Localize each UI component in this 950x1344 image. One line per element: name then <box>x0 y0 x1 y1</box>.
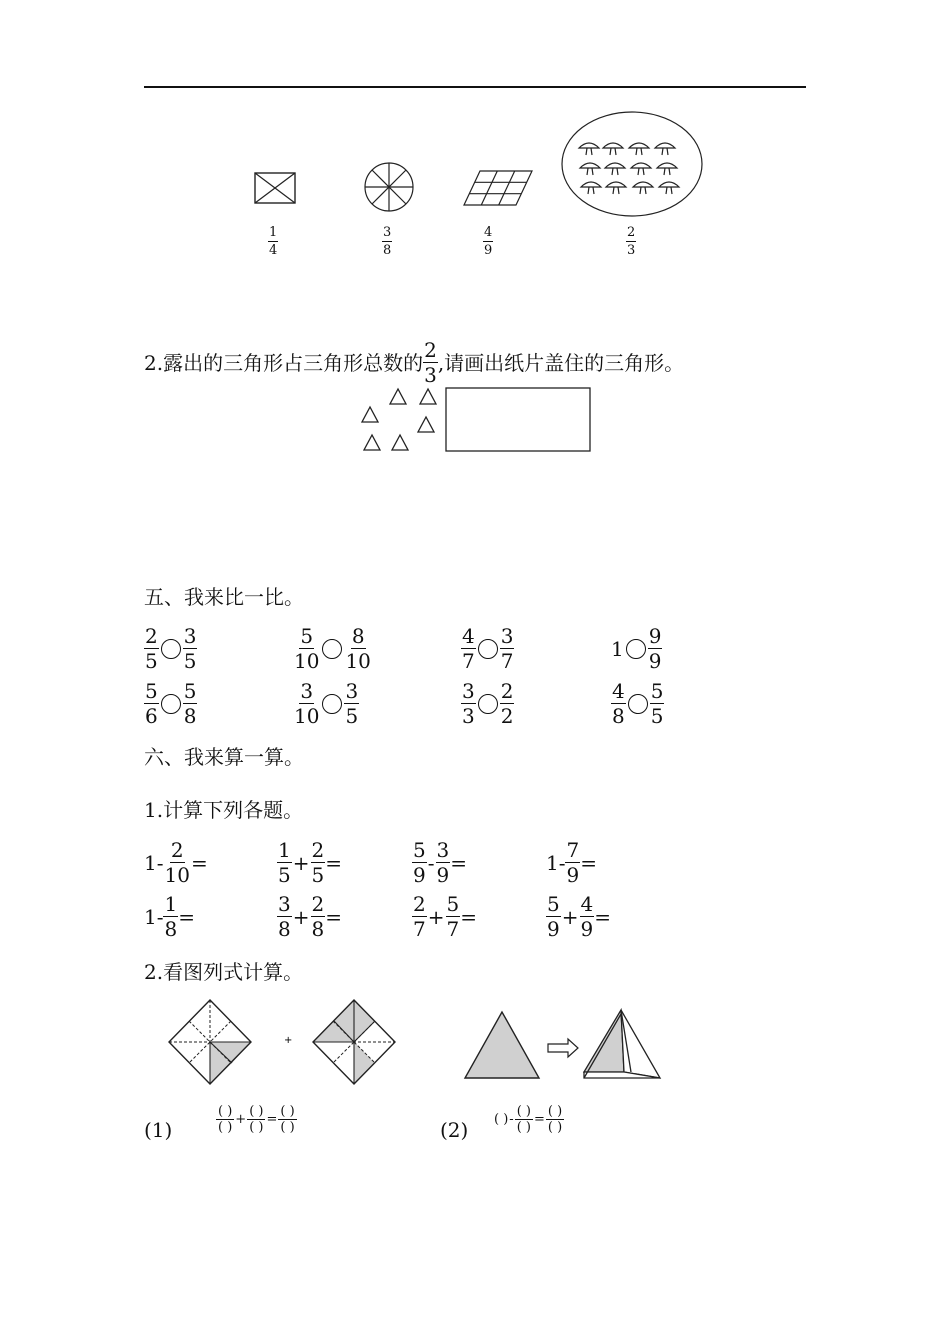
compare-item: $\frac{4}{7}$ $\frac{3}{7}$ <box>462 624 514 673</box>
compare-item: $\frac{2}{5}$ $\frac{3}{5}$ <box>145 624 197 673</box>
compare-item: $\frac{3}{3}$ $\frac{2}{2}$ <box>462 679 514 728</box>
question-2 <box>144 340 684 385</box>
mushroom-icon <box>659 182 679 187</box>
compare-item: $\frac{5}{6}$ $\frac{5}{8}$ <box>145 679 197 728</box>
folded-square-2 <box>313 1000 395 1084</box>
mushroom-ellipse-figure <box>562 112 702 216</box>
calc-item: 1- $\frac{2}{10}$ = <box>144 838 208 887</box>
q2-suffix: ,请画出纸片盖住的三角形。 <box>437 350 685 375</box>
compare-circle[interactable] <box>322 639 342 659</box>
mushroom-icon <box>633 182 653 187</box>
mushroom-icon <box>580 163 600 168</box>
compare-circle[interactable] <box>322 694 342 714</box>
section-6-sub2: 2.看图列式计算。 <box>144 960 304 984</box>
big-triangle <box>465 1012 539 1078</box>
mushroom-icon <box>603 143 623 148</box>
calc-item: $\frac{1}{5}$ + $\frac{2}{5}$ = <box>278 838 342 887</box>
compare-circle[interactable] <box>478 694 498 714</box>
circle-eighths-figure <box>365 163 413 211</box>
square-x-figure <box>255 173 295 203</box>
compare-item: 1 $\frac{9}{9}$ <box>611 624 662 673</box>
mushroom-icon <box>657 163 677 168</box>
mushroom-icon <box>631 163 651 168</box>
calc-item: 1- $\frac{7}{9}$ = <box>546 838 597 887</box>
compare-circle[interactable] <box>478 639 498 659</box>
compare-circle[interactable] <box>161 639 181 659</box>
equation-2: ( ) - ( ) ( ) = ( ) ( ) <box>494 1104 563 1135</box>
section-6-sub1: 1.计算下列各题。 <box>144 798 304 822</box>
label-1: (1) <box>144 1118 173 1142</box>
diagram-plus-sign: + <box>284 1035 293 1046</box>
parallelogram-grid-figure <box>464 171 532 205</box>
mushroom-icon <box>629 143 649 148</box>
mushroom-icon <box>581 182 601 187</box>
mushroom-icon <box>579 143 599 148</box>
calc-item: $\frac{2}{7}$ + $\frac{5}{7}$ = <box>413 892 477 941</box>
arrow-icon <box>548 1039 578 1057</box>
q2-prefix: 2.露出的三角形占三角形总数的 <box>144 350 424 375</box>
figure-fraction-2: $\frac{3}{8}$ <box>383 225 392 258</box>
compare-item: $\frac{3}{10}$ $\frac{3}{5}$ <box>294 679 359 728</box>
triangles-figure <box>350 380 610 460</box>
calc-item: $\frac{5}{9}$ + $\frac{4}{9}$ = <box>547 892 611 941</box>
folded-square-1 <box>169 1000 251 1084</box>
folded-triangle <box>584 1010 660 1078</box>
label-2: (2) <box>440 1118 469 1142</box>
picture-problems <box>0 990 950 1090</box>
compare-circle[interactable] <box>628 694 648 714</box>
figure-fraction-4: $\frac{2}{3}$ <box>627 225 636 258</box>
mushroom-icon <box>605 163 625 168</box>
figures-row <box>0 0 950 270</box>
q2-fraction: $\frac{2}{3}$ <box>424 338 437 387</box>
mushroom-icon <box>606 182 626 187</box>
section-6-title: 六、我来算一算。 <box>144 745 304 769</box>
compare-circle[interactable] <box>626 639 646 659</box>
figure-fraction-1: $\frac{1}{4}$ <box>269 225 278 258</box>
calc-item: $\frac{3}{8}$ + $\frac{2}{8}$ = <box>278 892 342 941</box>
compare-item: $\frac{5}{10}$ $\frac{8}{10}$ <box>294 624 371 673</box>
compare-item: $\frac{4}{8}$ $\frac{5}{5}$ <box>612 679 664 728</box>
calc-item: 1- $\frac{1}{8}$ = <box>144 892 195 941</box>
mushroom-icon <box>655 143 675 148</box>
paper-cover-rect <box>446 388 590 451</box>
calc-item: $\frac{5}{9}$ - $\frac{3}{9}$ = <box>413 838 467 887</box>
section-5-title: 五、我来比一比。 <box>144 585 304 609</box>
compare-circle[interactable] <box>161 694 181 714</box>
equation-1: ( ) ( ) + ( ) ( ) = ( ) ( ) <box>218 1104 295 1135</box>
figure-fraction-3: $\frac{4}{9}$ <box>484 225 493 258</box>
